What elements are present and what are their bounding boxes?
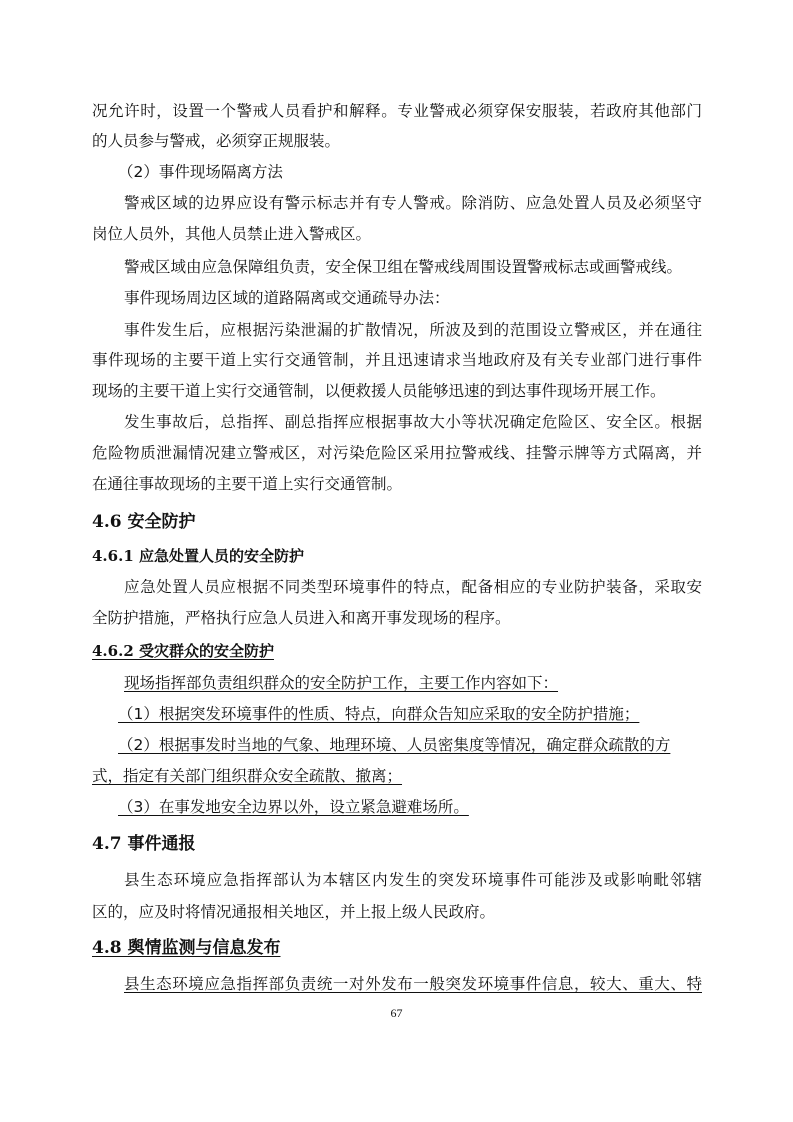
paragraph-line: 区的，应及时将情况通报相关地区，并上报上级人民政府。 bbox=[92, 903, 496, 921]
section-heading-4-6: 4.6 安全防护 bbox=[92, 512, 196, 532]
section-heading-4-7: 4.7 事件通报 bbox=[92, 834, 196, 854]
paragraph-line: 应急处置人员应根据不同类型环境事件的特点，配备相应的专业防护装备，采取安 bbox=[124, 578, 702, 596]
paragraph-line: 警戒区域的边界应设有警示标志并有专人警戒。除消防、应急处置人员及必须坚守 bbox=[124, 194, 702, 212]
paragraph-line: 事件现场的主要干道上实行交通管制，并且迅速请求当地政府及有关专业部门进行事件 bbox=[92, 351, 702, 369]
page-number: 67 bbox=[390, 1006, 403, 1020]
paragraph-line: 全防护措施，严格执行应急人员进入和离开事发现场的程序。 bbox=[92, 609, 511, 627]
paragraph-line: 的人员参与警戒，必须穿正规服装。 bbox=[92, 132, 341, 150]
paragraph-line: 警戒区域由应急保障组负责，安全保卫组在警戒线周围设置警戒标志或画警戒线。 bbox=[124, 258, 683, 276]
paragraph-line: 岗位人员外，其他人员禁止进入警戒区。 bbox=[92, 225, 372, 243]
list-item-continuation: 式，指定有关部门组织群众安全疏散、撤离； bbox=[92, 767, 403, 785]
subheading-isolation-method: （2）事件现场隔离方法 bbox=[118, 163, 283, 181]
paragraph-line: 在通往事故现场的主要干道上实行交通管制。 bbox=[92, 475, 403, 493]
paragraph-line: 现场指挥部负责组织群众的安全防护工作，主要工作内容如下： bbox=[124, 674, 559, 692]
paragraph-line: 危险物质泄漏情况建立警戒区，对污染危险区采用拉警戒线、挂警示牌等方式隔离，并 bbox=[92, 444, 702, 462]
paragraph-line: 县生态环境应急指挥部负责统一对外发布一般突发环境事件信息，较大、重大、特 bbox=[124, 975, 702, 993]
section-heading-4-6-2: 4.6.2 受灾群众的安全防护 bbox=[92, 642, 274, 660]
list-item: （2）根据事发时当地的气象、地理环境、人员密集度等情况，确定群众疏散的方 bbox=[118, 736, 671, 754]
list-item: （1）根据突发环境事件的性质、特点，向群众告知应采取的安全防护措施； bbox=[118, 705, 640, 723]
paragraph-line: 县生态环境应急指挥部认为本辖区内发生的突发环境事件可能涉及或影响毗邻辖 bbox=[124, 871, 702, 889]
paragraph-line: 况允许时，设置一个警戒人员看护和解释。专业警戒必须穿保安服装，若政府其他部门 bbox=[92, 102, 702, 120]
paragraph-line: 发生事故后，总指挥、副总指挥应根据事故大小等状况确定危险区、安全区。根据 bbox=[124, 413, 702, 431]
section-heading-4-8: 4.8 舆情监测与信息发布 bbox=[92, 938, 281, 958]
paragraph-line: 事件发生后，应根据污染泄漏的扩散情况，所波及到的范围设立警戒区，并在通往 bbox=[124, 321, 702, 339]
paragraph-line: 现场的主要干道上实行交通管制，以便救援人员能够迅速的到达事件现场开展工作。 bbox=[92, 382, 666, 400]
section-heading-4-6-1: 4.6.1 应急处置人员的安全防护 bbox=[92, 547, 304, 565]
list-item: （3）在事发地安全边界以外，设立紧急避难场所。 bbox=[118, 798, 469, 816]
paragraph-line: 事件现场周边区域的道路隔离或交通疏导办法： bbox=[124, 289, 450, 307]
